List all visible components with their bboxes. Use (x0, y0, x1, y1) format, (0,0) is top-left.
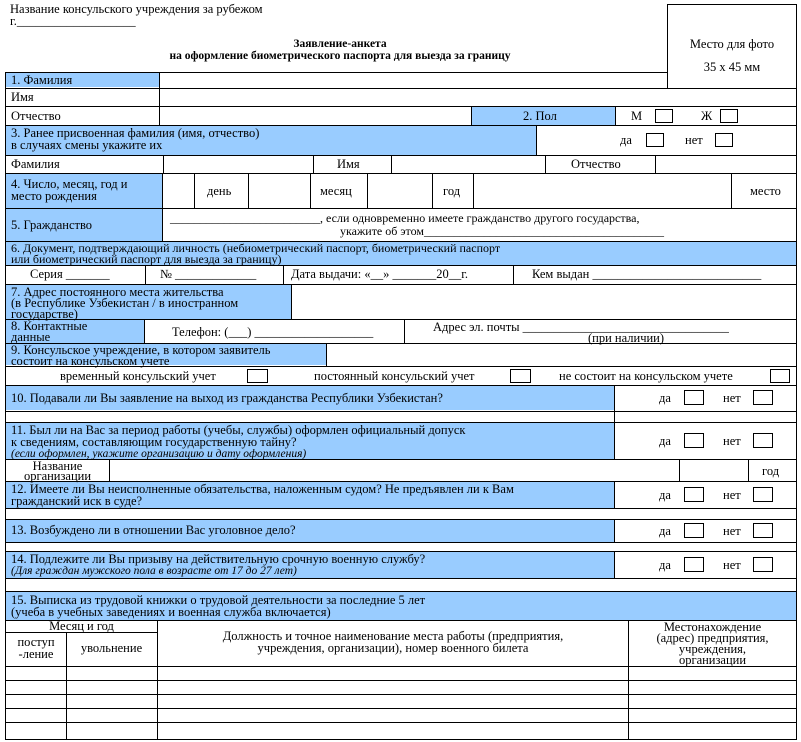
label-citizenship: 5. Гражданство (11, 218, 93, 232)
label-email: Адрес эл. почты _________________________________ (433, 320, 729, 334)
form-subtitle: на оформление биометрического паспорта для выезда за границу (169, 50, 511, 62)
checkbox-f11-yes[interactable] (684, 433, 704, 448)
label-male: М (631, 109, 643, 123)
checkbox-male[interactable] (655, 109, 673, 123)
label-surname: 1. Фамилия (11, 73, 73, 87)
label-secret-access: 11. Был ли на Вас за период работы (учебы, службы) оформлен официальный допуск (11, 423, 466, 437)
citizenship-text-1: _________________________, если одновременно имеете гражданство другого государства, (170, 211, 640, 225)
checkbox-female[interactable] (720, 109, 738, 123)
label-f12-no: нет (723, 488, 741, 502)
label-org-name: Название (32, 459, 83, 473)
label-f13-yes: да (659, 524, 671, 538)
label-consulate-2: состоит на консульском учете (11, 354, 170, 368)
label-perm-reg: постоянный консульский учет (314, 369, 475, 383)
col-dismissal: увольнение (80, 641, 143, 655)
label-patronymic: Отчество (11, 109, 61, 123)
label-address-3: государстве) (11, 307, 78, 321)
label-f12-yes: да (659, 488, 671, 502)
label-contacts: 8. Контактные (11, 319, 88, 333)
label-day: день (207, 184, 232, 198)
label-identity-doc-2: или биометрический паспорт для выезда за границу) (11, 252, 282, 266)
label-work-history: 15. Выписка из трудовой книжки о трудовой деятельности за последние 5 лет (11, 593, 426, 607)
label-name: Имя (11, 90, 34, 104)
label-phone: Телефон: (___) ___________________ (172, 325, 374, 339)
label-f11-no: нет (723, 434, 741, 448)
label-prev-name: Имя (337, 157, 360, 171)
label-renounce: 10. Подавали ли Вы заявление на выход из гражданства Республики Узбекистан? (11, 391, 443, 405)
checkbox-f12-no[interactable] (753, 487, 773, 502)
label-work-history-2: (учеба в учебных заведениях и военная служба включается) (11, 605, 331, 619)
label-prev-patronymic: Отчество (571, 157, 621, 171)
col-position: Должность и точное наименование места работы (предприятия, (222, 629, 564, 643)
checkbox-f13-yes[interactable] (684, 523, 704, 538)
checkbox-f12-yes[interactable] (684, 487, 704, 502)
label-f14-yes: да (659, 558, 671, 572)
col-location-4: организации (678, 653, 747, 667)
label-place: место (750, 184, 781, 198)
label-f10-yes: да (659, 391, 671, 405)
label-org-name-2: организации (23, 469, 92, 483)
label-secret-access-note: (если оформлен, укажите организацию и дату оформления) (11, 448, 307, 460)
citizenship-text-2: укажите об этом________________________________________ (340, 224, 664, 238)
checkbox-f3-no[interactable] (715, 133, 733, 147)
checkbox-perm-reg[interactable] (510, 369, 531, 383)
form-title: Заявление-анкета (293, 38, 387, 50)
label-female: Ж (701, 109, 713, 123)
checkbox-f11-no[interactable] (753, 433, 773, 448)
label-f14-no: нет (723, 558, 741, 572)
checkbox-f14-no[interactable] (753, 557, 773, 572)
label-f11-yes: да (659, 434, 671, 448)
checkbox-not-reg[interactable] (770, 369, 790, 383)
photo-label: Место для фото (689, 37, 775, 51)
label-secret-access-2: к сведениям, составляющим государственную тайну? (11, 435, 297, 449)
label-military: 14. Подлежите ли Вы призыву на действительную срочную военную службу? (11, 552, 426, 566)
label-gender: 2. Пол (523, 109, 557, 123)
col-location-3: учреждения, (678, 642, 747, 656)
photo-size: 35 x 45 мм (703, 60, 761, 74)
checkbox-f10-yes[interactable] (684, 390, 704, 405)
label-f3-yes: да (620, 133, 632, 147)
checkbox-f3-yes[interactable] (646, 133, 664, 147)
label-f3-no: нет (685, 133, 703, 147)
label-contacts-2: данные (11, 330, 51, 344)
city-label: г.___________________ (10, 14, 136, 28)
label-f10-no: нет (723, 391, 741, 405)
label-year: год (443, 184, 461, 198)
label-issue-date: Дата выдачи: «__» _______20__г. (291, 267, 469, 281)
label-email-note: (при наличии) (588, 331, 665, 345)
col-location-2: (адрес) предприятия, (656, 631, 769, 645)
label-temp-reg: временный консульский учет (60, 369, 216, 383)
checkbox-f13-no[interactable] (753, 523, 773, 538)
label-month: месяц (320, 184, 352, 198)
checkbox-temp-reg[interactable] (247, 369, 268, 383)
label-org-year: год (762, 464, 780, 478)
label-court: 12. Имеете ли Вы неисполненные обязательства, наложенным судом? Не предъявлен ли к Вам (11, 482, 514, 496)
label-military-note: (Для граждан мужского пола в возрасте от 17 до 27 лет) (11, 565, 297, 577)
consulate-name-label: Название консульского учреждения за рубежом (10, 2, 263, 16)
col-hire-2: -ление (18, 647, 54, 661)
label-previous-name-note: в случаях смены укажите их (11, 138, 163, 152)
col-position-2: учреждения, организации), номер военного билета (257, 641, 529, 655)
label-consulate: 9. Консульское учреждение, в котором заявитель (11, 343, 271, 357)
label-prev-surname: Фамилия (11, 157, 60, 171)
label-f13-no: нет (723, 524, 741, 538)
checkbox-f10-no[interactable] (753, 390, 773, 405)
col-month-year: Месяц и год (49, 619, 114, 633)
col-hire: поступ (17, 635, 55, 649)
label-address: 7. Адрес постоянного места жительства (11, 285, 224, 299)
label-identity-doc: 6. Документ, подтверждающий личность (небиометрический паспорт, биометрический паспорт (11, 241, 501, 255)
label-birth-place: место рождения (11, 189, 97, 203)
label-criminal: 13. Возбуждено ли в отношении Вас уголовное дело? (11, 523, 296, 537)
label-previous-name: 3. Ранее присвоенная фамилия (имя, отчество) (11, 126, 260, 140)
checkbox-f14-yes[interactable] (684, 557, 704, 572)
label-number: № _____________ (160, 267, 257, 281)
label-not-reg: не состоит на консульском учете (559, 369, 733, 383)
label-court-2: гражданский иск в суде? (11, 494, 143, 508)
label-series: Серия _______ (30, 267, 110, 281)
col-location: Местонахождение (663, 620, 762, 634)
label-birth: 4. Число, месяц, год и (11, 177, 128, 191)
label-address-2: (в Республике Узбекистан / в иностранном (11, 296, 239, 310)
label-issued-by: Кем выдан ___________________________ (532, 267, 762, 281)
